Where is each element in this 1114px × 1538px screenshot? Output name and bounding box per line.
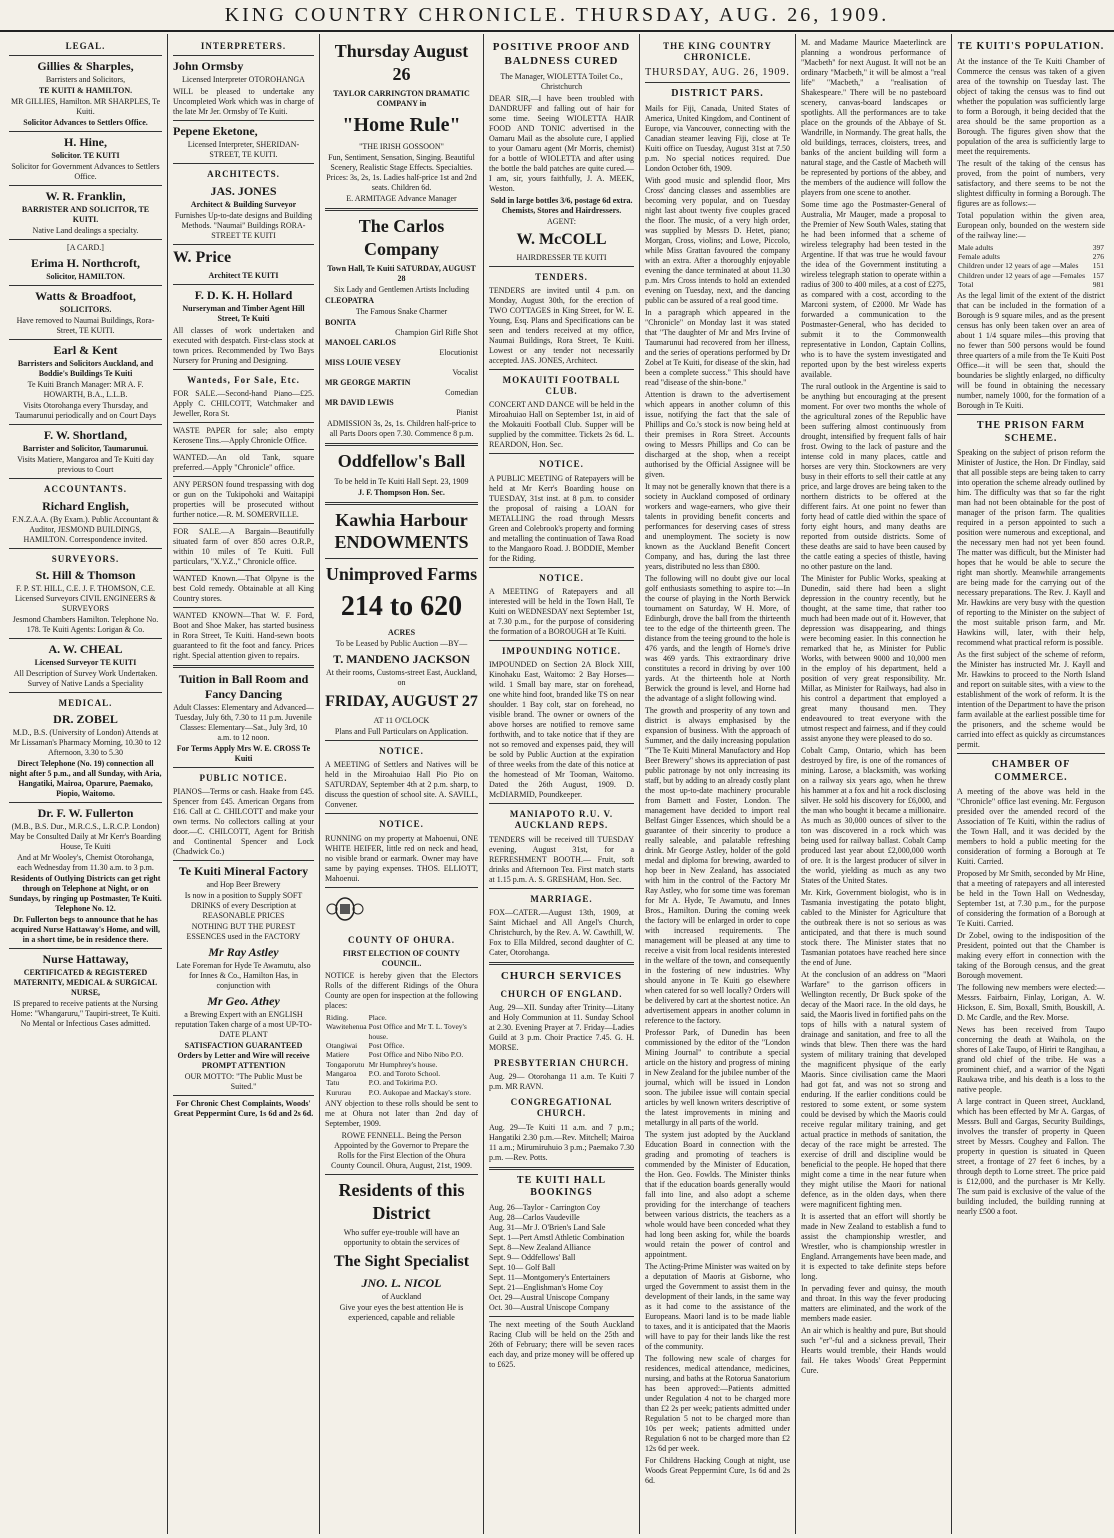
performer: MANOEL CARLOS: [325, 338, 396, 347]
thursday-banner: Thursday August 26: [334, 41, 469, 84]
column-population: [952, 34, 1110, 1534]
paragraph: A large contract in Queen street, Auckland, which has been effected by Mr A. Gargas, of Messrs. Bull and Gargas, Security Buildings, involves the transfer of property in Queen street by Messrs. Coughey and Fallon. The property in question is situated in Queen street, a frontage of 27 feet 6 inches, by a through depth to Lorne street. The price paid is £12,000, and the purchaser is Mr Kelly. The sum paid is exclusive of the value of the building included, the building running at nearly £500 a foot.: [957, 1097, 1105, 1217]
population-row-cell: Children under 12 years of age —Females: [958, 270, 1086, 280]
jones-line: Architect & Building Surveyor: [190, 199, 297, 209]
paragraph: It is asserted that an effort will shortly be made in New Zealand to establish a fund to assist the championship wrestler, and Wrestler, who is championship wrestler in England. Arrangements have been made, and it is expected to take definite steps before long.: [801, 1212, 946, 1281]
riding-row-cell: P.O. and Tokirima P.O.: [368, 1078, 438, 1088]
riding-row: [325, 1069, 478, 1078]
mccoll-name: W. McCOLL: [516, 230, 607, 248]
architects-heading: ARCHITECTS.: [207, 169, 280, 180]
accountants-heading: ACCOUNTANTS.: [43, 484, 128, 495]
legal-heading: LEGAL.: [65, 41, 106, 51]
lease-line: To be Leased by Public Auction —BY—: [335, 639, 468, 648]
paragraph: Proposed by Mr Smith, seconded by Mr Hine, that a meeting of ratepayers and all interested be held in the Town Hall on Wednesday, September 1st, at 7.30 p.m., for the purpose of considering the formation of a Borough at Te Kuiti. Carried.: [957, 869, 1105, 929]
gossoon-line: "THE IRISH GOSSOON": [359, 142, 444, 151]
paragraph: Speaking on the subject of prison reform the Minister of Justice, the Hon. Dr Findlay, said that all possible steps are being taken to carry into operation the scheme already outlined by him. The difficulty was that so far the right man had not been obtainable for the post of manager of the prison farm. The qualities required in a person appointed to such a position were numerous and exceptional, and the necessary men had not yet been found. The matter was difficult, but the Minister had hopes that he would be able to secure the right man shortly. Meanwhile arrangements are being made for the carrying out of the necessary preparations. The Rev. J. Kayll and Mr. Hawkins are very busy with the question of reporting to the Minister on the subject of the most suitable prison farm, and Mr. Hawkins will, later, with their help, recommend what practical reform is possible.: [957, 448, 1105, 648]
positive-line: The Manager, WIOLETTA Toilet Co., Christchurch: [500, 71, 623, 91]
fullerton-line: And at Mr Wooley's, Chemist Otorohanga, each Wednesday from 11.30 a.m. to 3 p.m.: [17, 853, 154, 872]
column-notices: [484, 34, 640, 1534]
surveyors-heading: SURVEYORS.: [51, 553, 120, 564]
population-row-cell: 157: [1092, 270, 1104, 280]
booking-item: Sept. 9— Oddfellows' Ball: [489, 1252, 576, 1262]
population-row-cell: 981: [1092, 280, 1104, 289]
earl-line: Te Kuiti Branch Manager: MR A. F. HOWARTH, B.A., L.L.B.: [27, 380, 144, 400]
hall-bookings-heading: TE KUITI HALL BOOKINGS: [516, 1174, 607, 1198]
population-row: [957, 252, 1105, 261]
performer: CLEOPATRA: [325, 296, 375, 305]
taylor-line: Fun, Sentiment, Sensation, Singing. Beautiful Scenery, Realistic Stage Effects. Specialties. Prices: 3s, 2s, 1s. Ladies half-price 1st and 2nd seats. Children 6d.: [326, 153, 477, 192]
church-services-heading: CHURCH SERVICES: [500, 969, 623, 982]
cheal-line: Licensed Surveyor TE KUITI: [34, 657, 137, 667]
unimproved-farms-title: Unimproved Farms: [325, 563, 478, 584]
prison-farm-heading: THE PRISON FARM SCHEME.: [976, 420, 1086, 444]
riding-row-cell: Mangaroa: [326, 1069, 357, 1078]
franklin-name: W. R. Franklin,: [45, 189, 126, 204]
zobel-line: Direct Telephone (No. 19) connection all night after 5 p.m., and all Sunday, with Aria, Hangatiki, Mairoa, Oparure, Paemako, Piopio, Waitomo.: [9, 759, 162, 798]
riding-row: [325, 1013, 478, 1022]
paragraph: Cobalt Camp, Ontario, which has been destroyed by fire, is one of the romances of mining. Larose, a blacksmith, was working on a railway six years ago, when he threw his hammer at a fox and hit a rock disclosing silver. He sold his discovery for £6,000, and the man who bought it became a millionaire. As much as 30,000 ounces of silver to the ton was discovered in a rock which was being used for railway ballast. Cobalt Camp produced last year about £2,000,000 worth of ore. It is the largest producer of silver in the world, yielding as much as any two States of the United States.: [801, 746, 946, 885]
riding-row: [325, 1041, 478, 1050]
fullerton-line: (M.B., B.S. Dur., M.R.C.S., L.R.C.P. London) May be Consulted Daily at Mr Kerr's Boarding House, Te Kuiti: [10, 822, 161, 851]
columns: [4, 34, 1110, 1534]
booking-item: Sept. 1—Pert Amstl Athletic Combination: [489, 1232, 625, 1242]
riding-row-cell: Post Office and Mr T. L. Tovey's house.: [368, 1022, 467, 1041]
admission-line: ADMISSION 3s, 2s, 1s. Children half-price to all Parts Doors open 7.30. Commence 8 p.m.: [326, 419, 477, 438]
nicol-name: JNO. L. NICOL: [361, 1276, 442, 1291]
coat-of-arms-icon: [325, 895, 365, 923]
population-row-cell: 276: [1092, 251, 1104, 261]
tuition-heading: Tuition in Ball Room and Fancy Dancing: [178, 671, 309, 701]
athey-line: SATISFACTION GUARANTEED Orders by Letter and Wire will receive PROMPT ATTENTION: [177, 1041, 310, 1070]
riding-row: [325, 1060, 478, 1069]
paragraph: For Childrens Hacking Cough at night, use Woods Great Peppermint Cure, 1s 6d and 2s 6d.: [645, 1455, 790, 1485]
hollard-line: All classes of work undertaken and executed with despatch. First-class stock at town prices. Recommended by Two Bays Nursery for Pruning and Designing.: [173, 325, 314, 365]
population-row: [957, 271, 1105, 280]
positive-line: Sold in large bottles 3/6, postage 6d extra. Chemists, Stores and Hairdressers.: [490, 195, 633, 215]
notice-text: A MEETING of Settlers and Natives will be held in the Miroahuiao Hall Pio Pio on SATURDAY, September 4th at 2 p.m. sharp, to discuss the question of school site. A. SAVILL, Convener.: [325, 760, 478, 810]
riding-row-cell: Tatu: [326, 1078, 340, 1088]
wanted-ad: ANY PERSON found trespassing with dog or gun on the Tukipohoki and Waitapipi properties will be prosecuted without further notice.—R. M. SOMERVILLE.: [173, 479, 314, 519]
mineral-line: NOTHING BUT THE PUREST ESSENCES used in the FACTORY: [186, 922, 301, 941]
friday-date: FRIDAY, AUGUST 27: [325, 693, 478, 710]
booking-item: Sept. 11—Montgomery's Entertainers: [489, 1272, 610, 1282]
booking-item: Sept. 8—New Zealand Alliance: [489, 1242, 591, 1252]
paragraph: Mr. Kirk, Government biologist, who is in Tasmania investigating the potato blight, cabled to the Minister for Agriculture that the outbreak there is not so serious as was anticipated, and that there is much sound stock there. The Minister states that no Tasmanian potatoes have reached here since the end of June.: [801, 888, 946, 967]
performer-role: Comedian: [445, 388, 478, 397]
armitage-line: E. ARMITAGE Advance Manager: [346, 194, 457, 203]
ohura-notice: NOTICE is hereby given that the Electors Rolls of the different Ridings of the Ohura County are open for inspection at the following places:: [325, 970, 478, 1010]
wanteds-heading: Wanteds, For Sale, Etc.: [187, 374, 300, 385]
football-heading: MOKAUITI FOOTBALL CLUB.: [502, 374, 621, 396]
tenders-text: TENDERS are invited until 4 p.m. on Monday, August 30th, for the erection of TWO COTTAGES in King Street, for W. E. Young, Esq. Plans and Specifications can be seen and tenders received at my office, Naumai Buildings, Rora Street, Te Kuiti. Lowest or any tender not necessarily accepted. JAS. JONES, Architect.: [489, 285, 634, 365]
public-notice-text: PIANOS—Terms or cash. Haake from £45. Spencer from £45. American Organs from £16. Call at C. CHILCOTT and make your own terms. No collectors calling at your door.—C. CHILCOTT, Agent for British and Continental Spencer and Lock (Chadwick Co.): [173, 787, 314, 856]
paragraph: The following new members were elected:—Messrs. Fairbairn, Finlay, Lorigan, A. W. Hickson, E. Sim, Boxall, Smith, Bouskill, A. D. Mc Cardle, and the Rev. Morse.: [957, 983, 1105, 1023]
athey-line: a Brewing Expert with an ENGLISH reputation Taken charge of a most UP-TO-DATE PLANT: [175, 1010, 312, 1039]
ormsby-line: Licensed Interpreter OTOROHANGA: [182, 75, 305, 85]
paragraph: M. and Madame Maurice Maeterlinck are planning a wondrous performance of "Macbeth" for next August. It will not be an ordinary "Macbeth," it will be almost a "real life" "Macbeth," a "realisation of Shakespeare." There will be no pasteboard scenery, canvas-board landscapes or spotlights. All the performances are to take place on the grounds of the Abbaye of St. Wandrille, in Normandy. The great halls, the old buildings, terraces, cloisters, trees, and banks of the ancient building will form a natural stage, and the Castle of Macbeth will be represented by portions of the abbey, and the members of the audience will follow the players from one scene to another.: [801, 38, 946, 197]
nicol-line: Give your eyes the best attention He is experienced, capable and reliable: [339, 1303, 464, 1323]
ormsby-name: John Ormsby: [173, 59, 244, 74]
paragraph: The Acting-Prime Minister was waited on by a deputation of Maoris at Gisborne, who urged the Government to assist them in the development of their lands, in the same way as it had come to the assistance of the Europeans. Maori land is to be made liable to taxes, and it is anticipated that the Maoris will have to pay for their lands like the rest of the community.: [645, 1261, 790, 1351]
church-heading: CONGREGATIONAL CHURCH.: [510, 1097, 613, 1119]
mineral-factory-name: Te Kuiti Mineral Factory: [178, 864, 309, 878]
earl-line: Barristers and Solicitors Auckland, and Boddie's Buildings Te Kuiti: [17, 359, 154, 379]
paragraph: Dr Zobel, owing to the indisposition of the President, pointed out that the Chamber is making every effort in connection with the taking of the Borough census, and the great Borough movement.: [957, 931, 1105, 981]
booking-item: Aug. 26—Taylor - Carrington Coy: [489, 1202, 601, 1212]
positive-proof-heading: POSITIVE PROOF AND BALDNESS CURED: [492, 41, 631, 67]
fullerton-line: Residents of Outlying Districts can get right through on Telephone at Night, or on Sundays, by ringing up Postmaster, Te Kuiti. Telephone No. 12.: [9, 874, 162, 913]
hine-line: Solicitor for Government Advances to Settlers Office.: [11, 162, 160, 182]
oddfellows-line: To be held in Te Kuiti Hall Sept. 23, 1909: [334, 476, 469, 486]
riding-row-cell: Matiere: [326, 1050, 350, 1060]
watts-line: SOLICITORS.: [59, 305, 112, 315]
carlos-title: The Carlos Company: [358, 216, 445, 259]
riding-row-cell: Mr Humphrey's house.: [368, 1059, 438, 1069]
riding-row-cell: Otangiwai: [326, 1040, 358, 1050]
kawhia-title: Kawhia Harbour ENDOWMENTS: [334, 509, 469, 552]
notice-heading: NOTICE.: [379, 819, 424, 830]
friday-line: Plans and Full Particulars on Application.: [334, 727, 469, 736]
fullerton-name: Dr. F. W. Fullerton: [37, 806, 134, 820]
performer-role: Pianist: [456, 408, 478, 417]
riding-row-cell: P.O. and Toroto School.: [368, 1069, 441, 1078]
gillies-line: TE KUITI & HAMILTON.: [38, 86, 133, 96]
gillies-line: MR GILLIES, Hamilton. MR SHARPLES, Te Kuiti.: [10, 97, 161, 117]
watts-name: Watts & Broadfoot,: [35, 289, 136, 304]
shortland-line: Visits Matiere, Mangaroa and Te Kuiti day previous to Court: [17, 455, 154, 475]
notice-text: RUNNING on my property at Mahoenui, ONE WHITE HEIFER, little red on neck and head, no visible brand or earmark. Owner may have same by paying expenses. THOS. ELLIOTT, Mahoenui.: [325, 833, 478, 883]
jackson-name: T. MANDENO JACKSON: [333, 652, 470, 666]
shortland-name: F. W. Shortland,: [43, 428, 128, 443]
paragraph: At the conclusion of an address on "Maori Warfare" to the garrison officers in Wellington recently, Dr Buck spoke of the decay of the Maori race. In the old days, he said, the Maoris lived in fortified pahs on the tops of hills with a natural system of drainage and sanitation, and free to all the winds that blew. Then there was the hard system of military training that developed the magnificent physique of the early Maoris. Since civilisation came the Maori had got fat, and was not so strong and enduring. If the earlier conditions could be restored to some extent, or some system could be devised by which the Maoris could receive regular military training, and get actual practice in methods of sanitation, the decay of the race might be arrested. The exercise of drill and discipline would be beneficial to the people. He hoped that there might come a time in the near future when they might utilise the Maori for national defence, as in the olden days, when there were magnificent fighting men.: [801, 970, 946, 1209]
church-heading: PRESBYTERIAN CHURCH.: [493, 1057, 629, 1068]
card-label: [A CARD.]: [67, 243, 104, 253]
performer: MR DAVID LEWIS: [325, 398, 394, 407]
positive-text: DEAR SIR,—I have been troubled with DANDRUFF and falling out of hair for some time. Seeing WIOLETTA HAIR FOOD AND TONIC advertised in the Oamaru Mail as the absolute cure, I applied to your Oamaru agent (Mr Morris, chemist) for a bottle of WIOLETTA and after using the bottle the bald patches are quite cured.—I am, sir, yours faithfully, J. A. MEEK, Weston.: [489, 93, 634, 193]
paragraph: The result of the taking of the census has proved, from the point of numbers, very satisfactory, and there seems to be not the slightest difficulty in forming a Borough. The figures are as follows:—: [957, 158, 1105, 208]
paragraph: Total population within the given area, European only, bounded on the western side of the railway line:—: [957, 210, 1105, 240]
riding-row: [325, 1078, 478, 1087]
booking-item: Sept. 10— Golf Ball: [489, 1262, 556, 1272]
residents-title: Residents of this District: [338, 1180, 465, 1223]
performer: MR GEORGE MARTIN: [325, 378, 411, 387]
taylor-line: TAYLOR CARRINGTON DRAMATIC COMPANY in: [333, 89, 470, 108]
booking-item: Sept. 21—Englishman's Home Coy: [489, 1282, 603, 1292]
agent-label: AGENT:: [547, 216, 576, 226]
hine-line: Solicitor. TE KUITI: [51, 151, 120, 161]
home-rule-title: "Home Rule": [342, 114, 461, 136]
notice-text: A PUBLIC MEETING of Ratepayers will be held at Mr Kerr's Boarding house on TUESDAY, 31st inst. at 8 p.m. to consider the proposal of raising a LOAN for METALLING the road through Messrs Green and Colebrook's property and forming and metalling the continuation of Tawa Road to the Mangaoro Road. J. BODDIE, Member for the Riding.: [489, 473, 634, 563]
ohura-line: ANY objection to these rolls should be sent to me at Ohura not later than 2nd day of September, 1909.: [325, 1099, 478, 1129]
ormsby-line: WILL be pleased to undertake any Uncompleted Work which was in charge of the late Mr Jer. Ormsby of Te Kuiti.: [173, 87, 314, 117]
riding-row-cell: Post Office.: [368, 1040, 405, 1050]
performer: BONITA: [325, 318, 356, 327]
paragraph: A meeting of the above was held in the "Chronicle" office last evening. Mr. Ferguson presided over the amended record of the Association of Te Kuiti, within the radius of the Town Hall, and it was decided by the members to hold a public meeting for the consideration of forming a Borough at Te Kuiti. Carried.: [957, 787, 1105, 867]
gillies-line: Barristers and Solicitors,: [45, 75, 126, 85]
wanted-ad: WASTE PAPER for sale; also empty Kerosene Tins.—Apply Chronicle Office.: [173, 425, 314, 445]
astley-name: Mr Ray Astley: [208, 945, 279, 959]
paragraph: The following new scale of charges for residences, medical attendance, medicines, nursing, and baths at the Rotorua Sanatorium has been approved:—Patients admitted under Regulation 4 not to be charged more than £2 2s per week; patients admitted under Regulation 5 not to be charged more than 10s per week; patients admitted under Regulation 6 not to be charged more than £2 12s 6d per week.: [645, 1353, 790, 1453]
column-news: [796, 34, 952, 1534]
zobel-name: DR. ZOBEL: [53, 712, 118, 726]
paragraph: News has been received from Taupo concerning the death at Waihola, on the shores of Lake Taupo, of Hiriri te Rangihau, a grand old chief of the tribe. He was a prominent chief, and a warrior of the Ngati Raukawa tribe, and his death is a loss to the native people.: [957, 1025, 1105, 1095]
paragraph: Professor Park, of Dunedin has been commissioned by the editor of the "London Mining Journal" to contribute a special article on the history and progress of mining in New Zealand for the jubilee number of the journal, which will be issued in London soon. The jubilee issue will contain special articles by well known writers descriptive of the latest improvements in mining and metallurgy in all parts of the world.: [645, 1027, 790, 1127]
wanted-ad: WANTED.—An old Tank, square preferred.—Apply "Chronicle" office.: [173, 452, 314, 472]
shortland-line: Barrister and Solicitor, Taumarunui.: [22, 444, 149, 454]
booking-item: Oct. 29—Austral Uniscope Company: [489, 1292, 610, 1302]
riding-row-cell: Riding.: [326, 1012, 349, 1022]
maniapoto-text: TENDERS will be received till TUESDAY evening, August 31st, for a REFRESHMENT BOOTH.— Fruit, soft drinks and Afternoon Tea. First match starts at 1.15 p.m. A. S. GRESHAM, Hon. Sec.: [489, 834, 634, 884]
riding-row-cell: P.O. Aukopae and Mackay's store.: [368, 1087, 472, 1097]
population-row: [957, 280, 1105, 289]
hollard-name: F. D. K. H. Hollard: [194, 287, 293, 302]
acres-label: ACRES: [387, 628, 416, 637]
jones-name: JAS. JONES: [210, 183, 277, 198]
jackson-line: At their rooms, Customs-street East, Auckland, on: [325, 668, 478, 687]
paragraph: The Minister for Public Works, speaking at Dunedin, said there had been a slight depression in the country recently, but he thought, at the same time, that rather too much had been made out of it. However, that depression was disappearing, and things were becoming easier. In this connection he remarked that he, as Minister for Public Works, with between 9000 and 10,000 men in the employ of his department, held a position of very great responsibility. Mr. Millar, as Minister for Railways, had also in his control a department that employed a great many thousand men. They endeavoured to treat everyone with the utmost respect and fairness, and if they could assist anyone they were pleased to do so.: [801, 574, 946, 743]
paragraph: The growth and prosperity of any town and district is always emphasised by the expansion of business. With the approach of Summer, and the daily increasing population "The Te Kuiti Mineral Manufactory and Hop Beer Brewery" shows its appreciation of past public patronage by not only increasing its staff, but by adding to an already costly plant the most up-to-date machinery procurable from Barnett and Foster, London. The management have decided to import real Belfast Ginger Essences, which should be a guarantee of their sincerity to produce a really saleable, and palatable refreshing drink. Mr George Astley, holder of the gold medal and diploma for brewing, awarded to hop beer in New Zealand, has associated with him in the control of the Factory Mr Ray Astley, who for some time was foreman for Mr A. Hyde, Te Awamutu, and Innes Bros., Hamilton. During the coming week the factory will be enlarged in order to cope with increased requirements. The management will be pleased at any time to receive a visit from local residents interested in the welfare of the town, and consequently in the fostering of new industries. Why should anyone in Te Kuiti go elsewhere when catered for so well locally? Orders will be delivered by cart at the shortest notice. An advertisement appears in another column in reference to the factory.: [645, 705, 790, 1025]
gillies-name: Gillies & Sharples,: [37, 59, 134, 74]
performer-role: Champion Girl Rifle Shot: [395, 328, 478, 337]
public-notice-heading: PUBLIC NOTICE.: [199, 772, 288, 783]
franklin-line: BARRISTER AND SOLICITOR, TE KUITI.: [21, 205, 150, 225]
paragraph: An air which is healthy and pure, But should such "er"-ful and a sickness prevail, Their Hearts would tremble, their Hands would fail. He takes Woods' Great Peppermint Cure.: [801, 1326, 946, 1375]
franklin-line: Native Land dealings a specialty.: [32, 226, 139, 236]
northcroft-name: Erima H. Northcroft,: [30, 256, 141, 271]
wanted-ad: FOR SALE.—Second-hand Piano—£25. Apply C. CHILCOTT, Watchmaker and Jeweller, Rora St.: [173, 388, 314, 418]
masthead: KING COUNTRY CHRONICLE. THURSDAY, AUG. 26, 1909.: [0, 0, 1114, 32]
paragraph: At the instance of the Te Kuiti Chamber of Commerce the census was taken of a given area of the township on Tuesday last. The object of taking the census was to find out whether the population was sufficiently large to form a Borough, it being decided that the area should be the same proportion as a Borough. The figures given show that the population of the area is sufficiently large to meet the requirements.: [957, 56, 1105, 156]
notice-heading: NOTICE.: [379, 746, 424, 756]
column-interpreters: [168, 34, 320, 1534]
friday-line: AT 11 O'CLOCK: [373, 716, 430, 725]
riding-row-cell: Tongaporutu: [326, 1059, 365, 1069]
nicol-line: of Auckland: [381, 1292, 422, 1302]
wanted-ad: WANTED KNOWN—That W. F. Ford, Boot and Shoe Maker, has started business in Rora Street, Te Kuiti. Hand-sewn boots guaranteed to fit the foot and fancy. Prices right. Special attention given to repairs.: [173, 610, 314, 660]
sight-specialist-title: The Sight Specialist: [333, 1253, 470, 1271]
zobel-line: M.D., B.S. (University of London) Attends at Mr Lissaman's Pharmacy Morning, 10.30 to 12 Afternoon, 3.30 to 5.30: [9, 728, 162, 757]
population-table: [957, 243, 1105, 290]
ohura-line: ROWE FENNELL. Being the Person Appointed by the Governor to Prepare the Rolls for the First Election of the Ohura County Council. Ohura, August, 21st, 1909.: [331, 1131, 472, 1171]
wanted-ad: WANTED Known.—That Olpyne is the best Cold remedy. Obtainable at all King Country stores.: [173, 573, 314, 603]
paragraph: Mails for Fiji, Canada, United States of America, United Kingdom, and Continent of Europe, via Vancouver, connecting with the Canadian steamer leaving Fiji, close at Te Kuiti office on Tuesday, August 31st at 7.50 p.m. No special notices required. Due London October 6th, 1909.: [645, 103, 790, 173]
district-pars-heading: DISTRICT PARS.: [671, 88, 764, 99]
carlos-line: Six Lady and Gentlemen Artists Including: [333, 285, 470, 294]
riding-row-cell: Kururau: [326, 1087, 351, 1097]
population-row-cell: 151: [1092, 261, 1104, 271]
ohura-heading: COUNTY OF OHURA.: [347, 934, 456, 945]
sthill-line: F. P. ST. HILL, C.E. J. F. THOMSON, C.E. Licensed Surveyors CIVIL ENGINEERS & SURVEYORS: [14, 583, 156, 613]
price-line: Architect TE KUITI: [208, 270, 279, 280]
population-heading: TE KUITI'S POPULATION.: [957, 41, 1105, 52]
carlos-line: Town Hall, Te Kuiti SATURDAY, AUGUST 28: [327, 264, 476, 283]
column-entertainment: [320, 34, 484, 1534]
hollard-line: Nurseryman and Timber Agent Hill Street, Te Kuiti: [182, 303, 305, 323]
performer: MISS LOUIE VESEY: [325, 358, 401, 367]
notice-text: A MEETING of Ratepayers and all interested will be held in the Town Hall, Te Kuiti on WEDNESDAY next September 1st, at 7.30 p.m., for the purpose of considering the formation of a BOROUGH at Te Kuiti.: [489, 586, 634, 636]
paragraph: The system just adopted by the Auckland Education Board in connection with the grading and promoting of teachers is commended by the Minister of Education, the Hon. Geo. Fowlds. The Minister thinks that if the education boards generally would fall into line, and also adopt a scheme providing for the interchange of teachers between various districts, the teachers as a whole would have been conceded what they had long been asking for, while the boards would retain the power of control and appointment.: [645, 1129, 790, 1259]
paragraph: The following will no doubt give our local golf enthusiasts something to aspire to:—In the course of playing in the North Berwick tournament on Saturday, W H. More, of Edinburgh, drove the ball from the thirteenth tee to the edge of the thirteenth green. The distance from the teeing ground to the hole is 476 yards, and the length of Horne's drive was 469 yards. This extraordinary drive constitutes a record in driving by over 100 yards. At the thirteenth hole at North Berwick the ground is level, and Horne had the advantage of a slight following wind.: [645, 573, 790, 703]
acres-range: 214 to 620: [340, 591, 463, 622]
column-district-pars: [640, 34, 796, 1534]
english-line: F.N.Z.A.A. (By Exam.). Public Accountant & Auditor, JESMOND BUILDINGS, HAMILTON. Correspondence invited.: [12, 514, 159, 544]
performer-role: Elocutionist: [439, 348, 478, 357]
price-name: W. Price: [173, 248, 232, 266]
fullerton-line: Dr. Fullerton begs to announce that he has acquired Nurse Hattaway's Home, and will, in a short time, be in residence there.: [11, 915, 160, 944]
paragraph: Attention is drawn to the advertisement which appears in another column of this issue, notifying the fact that the sale of Phillips and Co.'s stock is now being held at their premises in Rora Street. Accounts owing to Messrs Phillips and Co can be discharged at the shop, when a receipt authorised by the Official Assignee will be given.: [645, 389, 790, 479]
chest-cure-ad: For Chronic Chest Complaints, Woods' Great Peppermint Cure, 1s 6d and 2s 6d.: [173, 1099, 314, 1118]
church-text: Aug. 29—Te Kuiti 11 a.m. and 7 p.m.; Hangatiki 2.30 p.m.—Rev. Mitchell; Mairoa 11 a.m.; Mirumiruhuio 3 p.m.; Paemako 7.30 p.m. —Rev. Potts.: [489, 1122, 634, 1162]
motto: OUR MOTTO: "The Public Must be Suited.": [184, 1072, 303, 1091]
paragraph: As the first subject of the scheme of reform, the Minister has instructed Mr. J. Kayll and Mr. Hawkins to proceed to the North Island and report on suitable sites, with a view to the establishment of the work of reform. It is the intention of the Department to have the prison farm available at the earliest possible time for the prisoners, and the scheme would be carried into effect as quickly as circumstances permit.: [957, 650, 1105, 750]
wanted-ad: FOR SALE.—A Bargain—Beautifully situated farm of over 850 acres O.R.P., within 10 miles of Te Kuiti. Full particulars, "X.Y.Z.," Chronicle office.: [173, 526, 314, 566]
church-text: Aug. 29— Otorohanga 11 a.m. Te Kuiti 7 p.m. MR RAVN.: [489, 1072, 634, 1091]
oddfellows-line: J. F. Thompson Hon. Sec.: [358, 487, 445, 497]
riding-row: [325, 1022, 478, 1041]
paragraph: As the legal limit of the extent of the district that can be included in the formation of a Borough is 9 square miles, and as the present census has only been taken over an area of about 1 1/4 square miles—this proving that no fewer than 500 persons would be found three quarters of a mile from the Te Kuiti Post Office—it will be seen that, should the boundaries be slightly enlarged, no difficulty will be found in obtaining the necessary number, namely 1000, for the formation of a Borough in Te Kuiti.: [957, 291, 1105, 411]
astley-line: Late Foreman for Hyde Te Awamutu, also for Innes & Co., Hamilton Has, in conjunction with: [176, 961, 311, 990]
population-row: [957, 243, 1105, 252]
interpreters-heading: INTERPRETERS.: [200, 41, 287, 51]
pepene-name: Pepene Eketone,: [173, 124, 258, 139]
population-row-cell: Children under 12 years of age —Males: [958, 261, 1079, 271]
tuition-line: For Terms Apply Mrs W. E. CROSS Te Kuiti: [176, 743, 311, 763]
oddfellows-ball-title: Oddfellow's Ball: [337, 451, 466, 471]
racing-text: The next meeting of the South Auckland Racing Club will be held on the 25th and 26th of February; there will be seven races each day, and prize money will be offered up to £625.: [489, 1319, 634, 1369]
hattaway-name: Nurse Hattaway,: [42, 952, 129, 966]
residents-line: Who suffer eye-trouble will have an opportunity to obtain the services of: [343, 1228, 460, 1248]
church-heading: CHURCH OF ENGLAND.: [500, 988, 623, 999]
paper-date: THURSDAY, AUG. 26, 1909.: [645, 66, 790, 78]
column-legal: [4, 34, 168, 1534]
riding-row-cell: Post Office and Nibo Nibo P.O.: [368, 1050, 464, 1060]
watts-line: Have removed to Naumai Buildings, Rora-Street, TE KUITI.: [16, 316, 155, 336]
booking-item: Aug. 28—Carlos Vaudeville: [489, 1212, 580, 1222]
performer-role: Vocalist: [452, 368, 478, 377]
paragraph: Some time ago the Postmaster-General of Australia, Mr Mauger, made a proposal to the Premier of New South Wales, stating that he had been informed that a scheme of wireless telegraphy had been tested in the Argentine. If that was true he would favour the idea of the Government instituting a wireless telegraph station to operate within a radius of 300 to 400 miles, at a cost of £275, as compared with a cost, according to the Marconi system, of £2000. Mr Wade has forwarded a communication to the Postmaster-General, who has decided to submit it to the Commonwealth representative in London, Captain Collins, who is to have the system investigated and reported upon by the best wireless experts available.: [801, 200, 946, 379]
medical-heading: MEDICAL.: [58, 697, 113, 708]
cheal-line: All Description of Survey Work Undertaken. Survey of Native Lands a Speciality: [13, 668, 158, 688]
sthill-line: Jesmond Chambers Hamilton. Telephone No. 178. Te Kuiti Agents: Lorigan & Co.: [12, 614, 159, 634]
paragraph: In pervading fever and quinsy, the mouth and throat. In this way the fever producing matters are eliminated, and the work of the members made easier.: [801, 1284, 946, 1323]
mineral-line: Is now in a position to Supply SOFT DRINKS of every Description at REASONABLE PRICES: [184, 891, 303, 920]
paragraph: It may not be generally known that there is a society in Auckland composed of ordinary workers and wage-earners, who give their talents in providing benefit concerts and performances for deserving cases of stress and unemployment. The society is now known as the Auckland Benefit Concert Company, and has, during the last three years, distributed no less than £800.: [645, 481, 790, 571]
ridings-table: [325, 1013, 478, 1097]
cheal-name: A. W. CHEAL: [48, 641, 123, 656]
impounding-heading: IMPOUNDING NOTICE.: [501, 645, 621, 656]
marriage-heading: MARRIAGE.: [530, 893, 593, 904]
jones-line: Furnishes Up-to-date designs and Building Methods. "Naumai" Buildings RORA-STREET TE KUITI: [174, 210, 313, 240]
population-row-cell: Female adults: [958, 251, 1000, 261]
impounding-text: IMPOUNDED on Section 2A Block XIII, Kinohaku East, Waitomo: 2 Bay Horses—wild. 1 Small bay mare, star on forehead, one white hind foot, branded like TS on near shoulder. 1 Bay colt, star on forehead, no visible brand. The owner or owners of the above horses are notified to remove same forthwith, and to take notice that if they are not so removed and expenses paid, they will be sold by Public Auction at the expiration of three weeks from the date of this notice at the homestead of Mr Tooman, Waitomo. Dated the 26th August, 1909. D. McDIARMID, Poundkeeper.: [489, 660, 634, 799]
marriage-text: FOX—CATER.—August 13th, 1909, at Saint Michael and All Angel's Church, Christchurch, by the Rev. A. W. Cawthill, W. Fox to Ella Mildred, second daughter of C. Cater, Otorohanga.: [489, 907, 634, 957]
earl-line: Visits Otorohanga every Thursday, and Taumarunui periodically and on Court Days: [15, 401, 156, 421]
ohura-line: FIRST ELECTION OF COUNTY COUNCIL.: [342, 948, 461, 968]
hattaway-line: IS prepared to receive patients at the Nursing Home: "Whangaruru," Taupiri-street, Te Kuiti. No Mental or Infectious Cases admitted.: [10, 999, 161, 1028]
paragraph: With good music and splendid floor, Mrs Cross' dancing classes and assemblies are becoming very popular, and on Tuesday night last about twenty five couples graced the floor. The music, of a very high order, was supplied by Messrs D. Hetet, piano; Morgan, Cross, violins; and Lowe, Piccolo, while Miss Grattan favoured the company with an extra. After a thoroughly enjoyable evening the dance terminated at about 11.30 p.m. Mrs Cross intends to hold an extended evening on Tuesday, next, and the dancing public can be assured of a real good time.: [645, 175, 790, 305]
hall-bookings-list: [489, 1203, 634, 1313]
hattaway-line: CERTIFICATED & REGISTERED MATERNITY, MEDICAL & SURGICAL NURSE,: [13, 968, 158, 997]
gillies-line: Solicitor Advances to Settlers Office.: [23, 118, 148, 128]
church-text: Aug. 29—XII. Sunday after Trinity—Litany and Holy Communion at 11. Sunday School at 2.30. Evening Prayer at 7. Friday—Ladies Guild at 3 p.m. Choir Practice 7.45. G. H. MORSE.: [489, 1002, 634, 1052]
riding-row: [325, 1088, 478, 1097]
performer-role: The Famous Snake Charmer: [355, 307, 448, 316]
northcroft-line: Solicitor, HAMILTON.: [46, 272, 125, 282]
athey-name: Mr Geo. Athey: [207, 994, 280, 1008]
paragraph: In a paragraph which appeared in the "Chronicle" on Monday last it was stated that "The daughter of Mr and Mrs Irvine of Taumarunui had recovered from her illness, and the series of operations performed by Dr Zobel at Te Kuiti, for disease of the skin, had been a complete success." This should have read "disease of the shin-bone.": [645, 307, 790, 387]
football-text: CONCERT AND DANCE will be held in the Miroahuiao Hall on September 1st, in aid of the Mokauiti Football Club. Supper will be supplied by the committee. Tickets 2s 6d. L. REARDON, Hon. Sec.: [489, 400, 634, 450]
riding-row-cell: Place.: [368, 1012, 387, 1022]
mccoll-line: HAIRDRESSER TE KUITI: [516, 252, 607, 262]
english-name: Richard English,: [42, 498, 129, 513]
booking-item: Oct. 30—Austral Uniscope Company: [489, 1302, 610, 1312]
maniapoto-heading: MANIAPOTO R.U. V. AUCKLAND REPS.: [509, 809, 614, 831]
sthill-name: St. Hill & Thomson: [35, 567, 136, 582]
chamber-heading: CHAMBER OF COMMERCE.: [991, 759, 1071, 783]
paragraph: The rural outlook in the Argentine is said to be anything but encouraging at the present moment. For over two months the whole of the agricultural zones of the Republic have been suffering almost continuously from drought, intensified by frequent falls of hair frost. Owing to the lack of pasture and the intense cold in many places, cattle and horses are very thin. Stockowners are very busy in their efforts to sell their cattle at any price, and large droves are being taken to the northern districts to be offered at the different fairs. At one point no fewer than forty head of cattle died within the space of forty eight hours, and many deaths are reported from outside districts. Some of these deaths are said to have been caused by the cattle eating a species of thistle, having no other pasture on the land.: [801, 382, 946, 571]
tenders-heading: TENDERS.: [535, 271, 588, 282]
riding-row-cell: Wawitehenua: [326, 1022, 367, 1032]
booking-item: Aug. 31—Mr J. O'Brien's Land Sale: [489, 1222, 606, 1232]
earl-name: Earl & Kent: [53, 343, 118, 358]
pepene-line: Licensed Interpreter, SHERIDAN-STREET, TE KUITI.: [187, 140, 300, 160]
paper-name: THE KING COUNTRY CHRONICLE.: [663, 41, 772, 63]
hine-name: H. Hine,: [63, 135, 107, 150]
population-row: [957, 261, 1105, 270]
population-row-cell: Male adults: [958, 242, 994, 252]
population-row-cell: 397: [1092, 242, 1104, 252]
mineral-line: and Hop Beer Brewery: [206, 880, 281, 889]
notice-heading: NOTICE.: [539, 459, 584, 470]
tuition-line: Adult Classes: Elementary and Advanced—Tuesday, July 6th, 7.30 to 11 p.m. Juvenile Classes: Elementary—Sat., July 3rd, 10 a.m. to 12 noon.: [173, 702, 314, 742]
riding-row: [325, 1050, 478, 1059]
population-row-cell: Total: [958, 280, 974, 289]
notice-heading: NOTICE.: [539, 572, 584, 583]
